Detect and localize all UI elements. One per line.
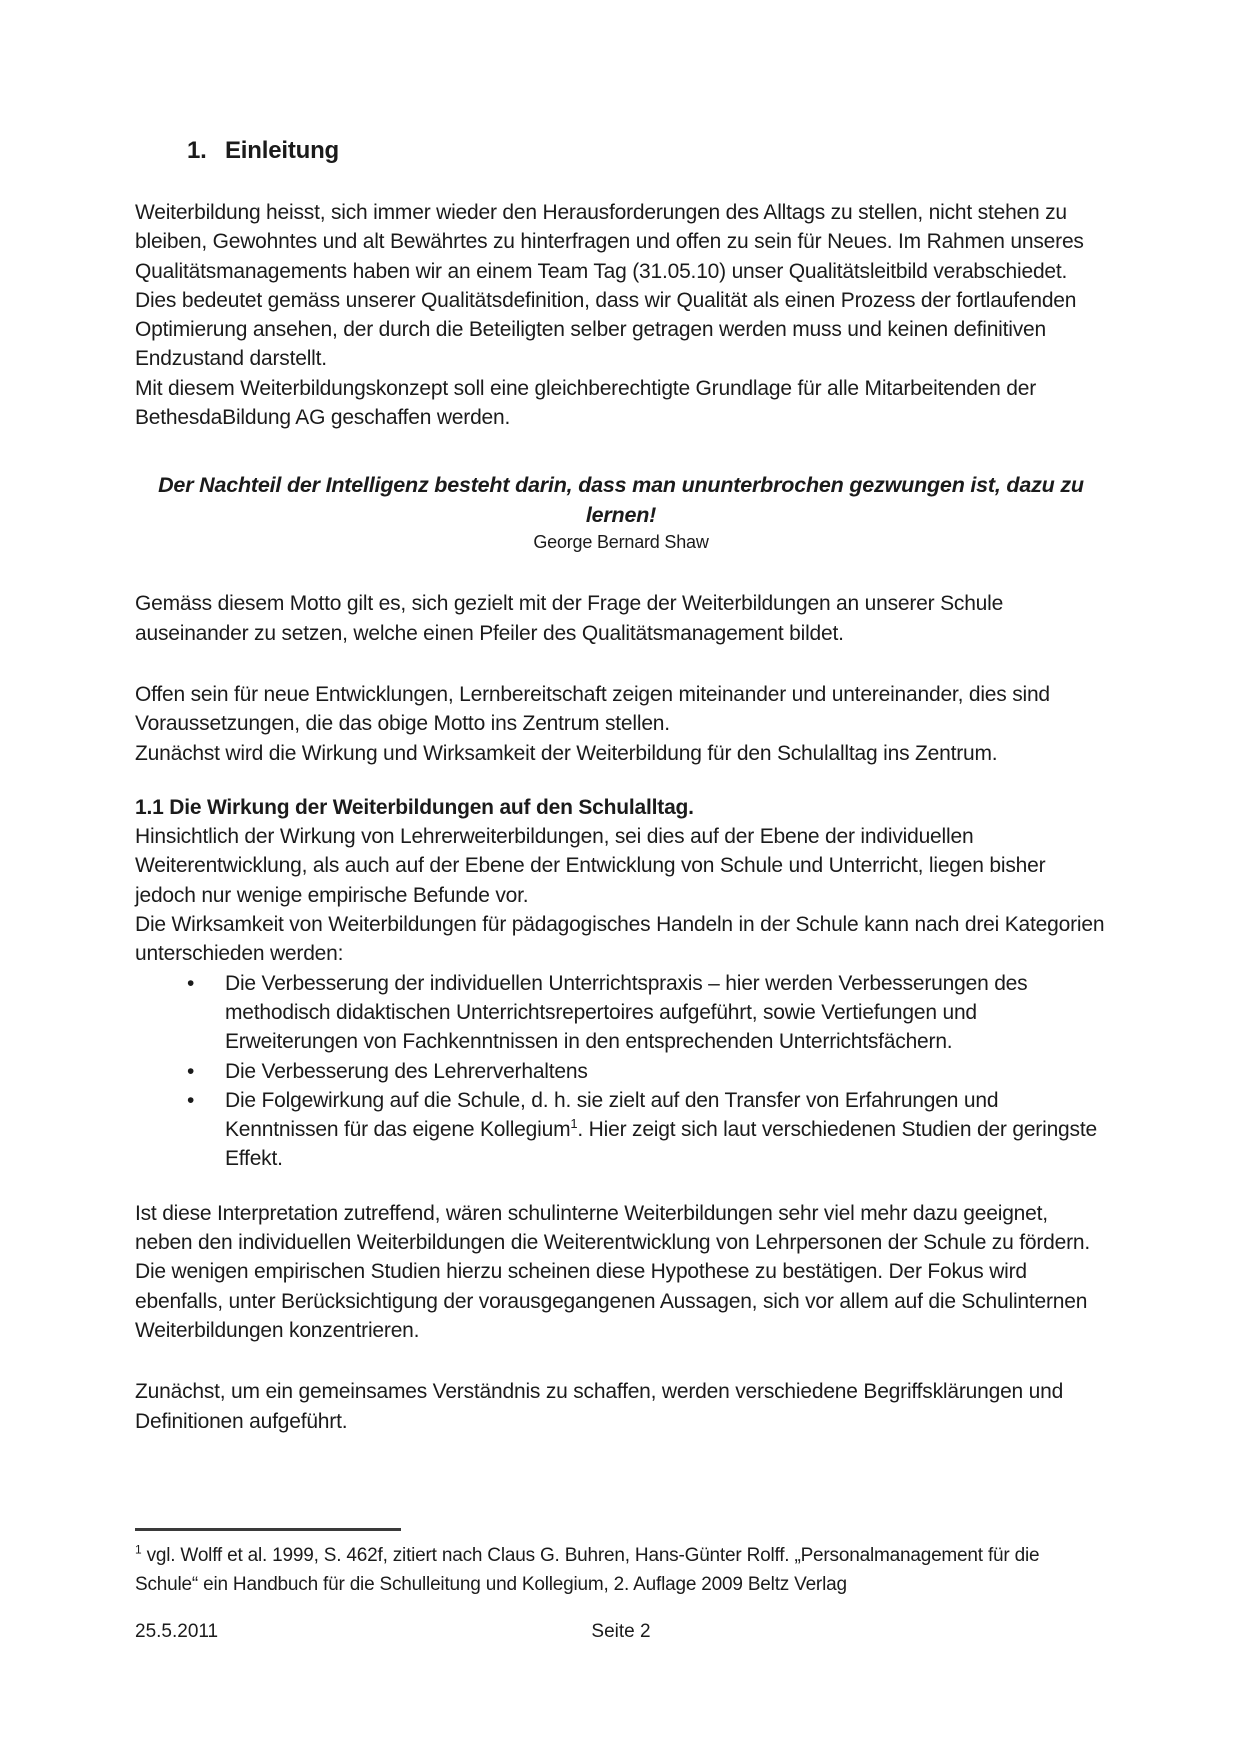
- paragraph-intro-2: Mit diesem Weiterbildungskonzept soll eine gleichberechtigte Grundlage für alle Mitarbeitenden der BethesdaBildung AG geschaffen werden.: [135, 376, 1037, 430]
- footnote-reference: 1: [570, 1116, 578, 1132]
- section-number: 1.: [187, 137, 207, 164]
- bullet-text: Die Verbesserung des Lehrerverhaltens: [225, 1059, 588, 1083]
- page-body: [135, 133, 1107, 1436]
- paragraph-block-motto: [135, 589, 1107, 648]
- paragraph-closing: Zunächst, um ein gemeinsames Verständnis zu schaffen, werden verschiedene Begriffsklärungen und Definitionen aufgeführt.: [135, 1380, 1064, 1433]
- paragraph-offen-1: Offen sein für neue Entwicklungen, Lernbereitschaft zeigen miteinander und untereinander, dies sind Voraussetzungen, die das obige Motto ins Zentrum stellen.: [135, 682, 1050, 736]
- footer-page-number: Seite 2: [591, 1621, 651, 1642]
- paragraph-block-interpretation: [135, 1199, 1107, 1345]
- section-heading: [135, 133, 1107, 168]
- paragraph-block-closing: [135, 1377, 1107, 1436]
- bullet-text: [225, 1086, 1107, 1174]
- bullet-item: [135, 1086, 1107, 1174]
- subsection-paragraph-2: Die Wirksamkeit von Weiterbildungen für pädagogisches Handeln in der Schule kann nach drei Kategorien unterschieden werden:: [135, 913, 1105, 966]
- paragraph-intro-1: Weiterbildung heisst, sich immer wieder den Herausforderungen des Alltags zu stellen, nicht stehen zu bleiben, Gewohntes und alt Bewährtes zu hinterfragen und offen zu sein für Neues. Im Rahmen unseres Qualitätsmanagements haben wir an einem Team Tag (31.05.10) unser Qualitätsleitbild verabschiedet. Dies bedeutet gemäss unserer Qualitätsdefinition, dass wir Qualität als einen Prozess der fortlaufenden Optimierung ansehen, der durch die Beteiligten selber getragen werden muss und keinen definitiven Endzustand darstellt.: [135, 201, 1084, 371]
- quote-text: Der Nachteil der Intelligenz besteht darin, dass man ununterbrochen gezwungen ist, dazu zu lernen!: [158, 473, 1084, 528]
- subsection-paragraph-1: Hinsichtlich der Wirkung von Lehrerweiterbildungen, sei dies auf der Ebene der individuellen Weiterentwicklung, als auch auf der Ebene der Entwicklung von Schule und Unterricht, liegen bisher jedoch nur wenige empirische Befunde vor.: [135, 825, 1046, 907]
- bullet-item: [135, 969, 1107, 1057]
- subsection-heading: 1.1 Die Wirkung der Weiterbildungen auf den Schulalltag.: [135, 795, 694, 819]
- footnote-area: [135, 1528, 1100, 1599]
- bullet-item: [135, 1057, 1107, 1086]
- bullet-text-pre: Die Folgewirkung auf die Schule, d. h. sie zielt auf den Transfer von Erfahrungen und Kenntnissen für das eigene Kollegium: [225, 1088, 999, 1142]
- paragraph-offen-2: Zunächst wird die Wirkung und Wirksamkeit der Weiterbildung für den Schulalltag ins Zentrum.: [135, 741, 998, 765]
- footer-date: 25.5.2011: [135, 1621, 219, 1642]
- bullet-icon: •: [187, 971, 195, 995]
- section-title: Einleitung: [225, 137, 339, 164]
- paragraph-block-intro: [135, 198, 1107, 432]
- footnote: [135, 1541, 1100, 1599]
- bullet-text-post: . Hier zeigt sich laut verschiedenen Studien der geringste Effekt.: [225, 1118, 1097, 1171]
- bullet-list: [135, 969, 1107, 1174]
- footnote-text: vgl. Wolff et al. 1999, S. 462f, zitiert nach Claus G. Buhren, Hans-Günter Rolff. „Personalmanagement für die Schule“ ein Handbuch für die Schulleitung und Kollegium, 2. Auflage 2009 Beltz Verlag: [135, 1545, 1040, 1595]
- subsection: [135, 793, 1107, 969]
- paragraph-interpretation: Ist diese Interpretation zutreffend, wären schulinterne Weiterbildungen sehr viel mehr dazu geeignet, neben den individuellen Weiterbildungen die Weiterentwicklung von Lehrpersonen der Schule zu fördern. Die wenigen empirischen Studien hierzu scheinen diese Hypothese zu bestätigen. Der Fokus wird ebenfalls, unter Berücksichtigung der vorausgegangenen Aussagen, sich vor allem auf die Schulinternen Weiterbildungen konzentrieren.: [135, 1201, 1090, 1342]
- quote-attribution: George Bernard Shaw: [533, 532, 709, 553]
- paragraph-motto: Gemäss diesem Motto gilt es, sich gezielt mit der Frage der Weiterbildungen an unserer Schule auseinander zu setzen, welche einen Pfeiler des Qualitätsmanagement bildet.: [135, 592, 1004, 645]
- paragraph-block-offen: [135, 680, 1107, 768]
- footnote-marker: 1: [135, 1542, 142, 1557]
- footnote-separator: [135, 1528, 401, 1531]
- bullet-icon: •: [187, 1059, 195, 1083]
- quote-block: [135, 470, 1107, 555]
- bullet-icon: •: [187, 1088, 195, 1112]
- bullet-text: Die Verbesserung der individuellen Unterrichtspraxis – hier werden Verbesserungen des methodisch didaktischen Unterrichtsrepertoires aufgeführt, sowie Vertiefungen und Erweiterungen von Fachkenntnissen in den entsprechenden Unterrichtsfächern.: [225, 971, 1028, 1054]
